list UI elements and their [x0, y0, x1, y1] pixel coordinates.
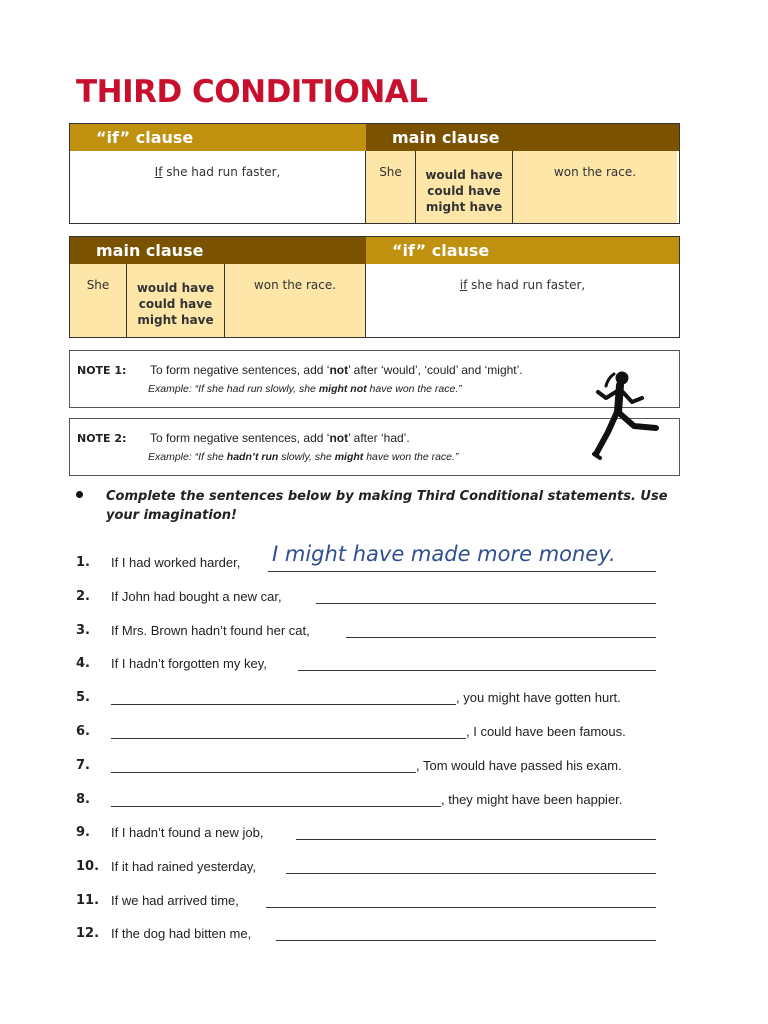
note-keyword: not [329, 431, 349, 445]
if-clause-cell [366, 264, 679, 337]
note-example [148, 383, 462, 395]
exercise-prompt: If Mrs. Brown hadn’t found her cat, [111, 623, 310, 638]
note-2 [69, 418, 680, 476]
exercise-number: 6. [76, 724, 90, 739]
instructions: Complete the sentences below by making Third Conditional statements. Use your imagination! [106, 489, 668, 523]
answer-line[interactable] [298, 670, 656, 671]
answer-line[interactable] [276, 940, 656, 941]
exercise-10 [76, 855, 656, 879]
result-cell: won the race. [225, 264, 366, 337]
exercise-9 [76, 821, 656, 845]
answer-line[interactable] [316, 603, 656, 604]
answer-line[interactable] [111, 738, 466, 739]
exercise-4 [76, 652, 656, 676]
exercise-7 [76, 754, 656, 778]
exercise-number: 7. [76, 758, 90, 773]
modals-cell [416, 151, 513, 223]
table-header [70, 237, 679, 264]
page-title: THIRD CONDITIONAL [76, 74, 428, 110]
note-label: NOTE 2: [77, 432, 127, 445]
exercise-prompt: If I hadn’t forgotten my key, [111, 656, 267, 671]
runner-silhouette-icon [590, 368, 664, 462]
exercise-number: 2. [76, 589, 90, 604]
note-example [148, 451, 458, 463]
modal-could: could have [138, 297, 213, 311]
exercise-prompt: , you might have gotten hurt. [456, 690, 621, 705]
exercise-8 [76, 788, 656, 812]
modal-might: might have [425, 200, 503, 214]
exercise-number: 3. [76, 623, 90, 638]
if-word: If [154, 165, 163, 179]
exercise-prompt: If the dog had bitten me, [111, 926, 252, 941]
exercise-prompt: If it had rained yesterday, [111, 859, 257, 874]
exercise-6 [76, 720, 656, 744]
subject-cell: She [70, 264, 127, 337]
answer-line[interactable] [268, 571, 656, 572]
exercise-number: 1. [76, 555, 90, 570]
result-cell: won the race. [513, 151, 677, 223]
exercise-prompt: If we had arrived time, [111, 893, 239, 908]
header-if-clause: “if” clause [366, 237, 679, 264]
answer-line[interactable] [111, 704, 456, 705]
if-clause-text: she had run faster, [467, 278, 586, 292]
exercise-number: 4. [76, 656, 90, 671]
subject-cell: She [366, 151, 416, 223]
modal-might: might have [137, 313, 214, 327]
answer-line[interactable] [111, 772, 416, 773]
exercise-prompt: , Tom would have passed his exam. [416, 758, 622, 773]
exercise-12 [76, 922, 656, 946]
exercise-prompt: , they might have been happier. [441, 792, 623, 807]
answer-line[interactable] [346, 637, 656, 638]
exercise-prompt: If I hadn’t found a new job, [111, 825, 264, 840]
if-clause-cell [70, 151, 366, 223]
note-text [150, 431, 410, 445]
exercise-prompt: If I had worked harder, [111, 555, 241, 570]
example-part: Example: “If she [148, 451, 227, 463]
note-text-part: ’ after ‘had’. [348, 431, 410, 445]
note-text [150, 363, 523, 377]
answer-line[interactable] [296, 839, 656, 840]
example-part: Example: “If she had run slowly, she [148, 383, 319, 395]
note-label: NOTE 1: [77, 364, 127, 377]
note-text-part: To form negative sentences, add ‘ [150, 431, 330, 445]
exercise-3 [76, 619, 656, 643]
exercise-5 [76, 686, 656, 710]
header-if-clause: “if” clause [70, 124, 366, 151]
answer-line[interactable] [111, 806, 441, 807]
table-header [70, 124, 679, 151]
modal-would: would have [425, 168, 503, 182]
example-part: slowly, she [278, 451, 335, 463]
example-part: have won the race.” [366, 383, 462, 395]
exercise-prompt: , I could have been famous. [466, 724, 626, 739]
header-main-clause: main clause [366, 124, 679, 151]
exercise-number: 10. [76, 859, 100, 874]
exercise-number: 11. [76, 893, 100, 908]
exercise-number: 12. [76, 926, 100, 941]
bullet-icon [76, 491, 83, 498]
exercise-number: 9. [76, 825, 90, 840]
if-clause-text: she had run faster, [162, 165, 281, 179]
example-keyword: might not [318, 383, 367, 395]
modals-cell [127, 264, 225, 337]
exercise-number: 8. [76, 792, 90, 807]
answer-line[interactable] [266, 907, 656, 908]
example-keyword: hadn’t run [226, 451, 279, 463]
table-main-first [69, 236, 680, 338]
table-if-first [69, 123, 680, 224]
if-word: if [459, 278, 468, 292]
note-text-part: To form negative sentences, add ‘ [150, 363, 330, 377]
handwritten-answer: I might have made more money. [272, 542, 616, 566]
header-main-clause: main clause [70, 237, 366, 264]
example-keyword: might [334, 451, 364, 463]
note-text-part: ’ after ‘would’, ‘could’ and ‘might’. [348, 363, 523, 377]
modal-could: could have [427, 184, 501, 198]
exercise-2 [76, 585, 656, 609]
exercise-prompt: If John had bought a new car, [111, 589, 282, 604]
exercise-11 [76, 889, 656, 913]
modal-would: would have [136, 281, 215, 295]
note-1 [69, 350, 680, 408]
note-keyword: not [329, 363, 349, 377]
answer-line[interactable] [286, 873, 656, 874]
exercise-number: 5. [76, 690, 90, 705]
example-part: have won the race.” [363, 451, 459, 463]
